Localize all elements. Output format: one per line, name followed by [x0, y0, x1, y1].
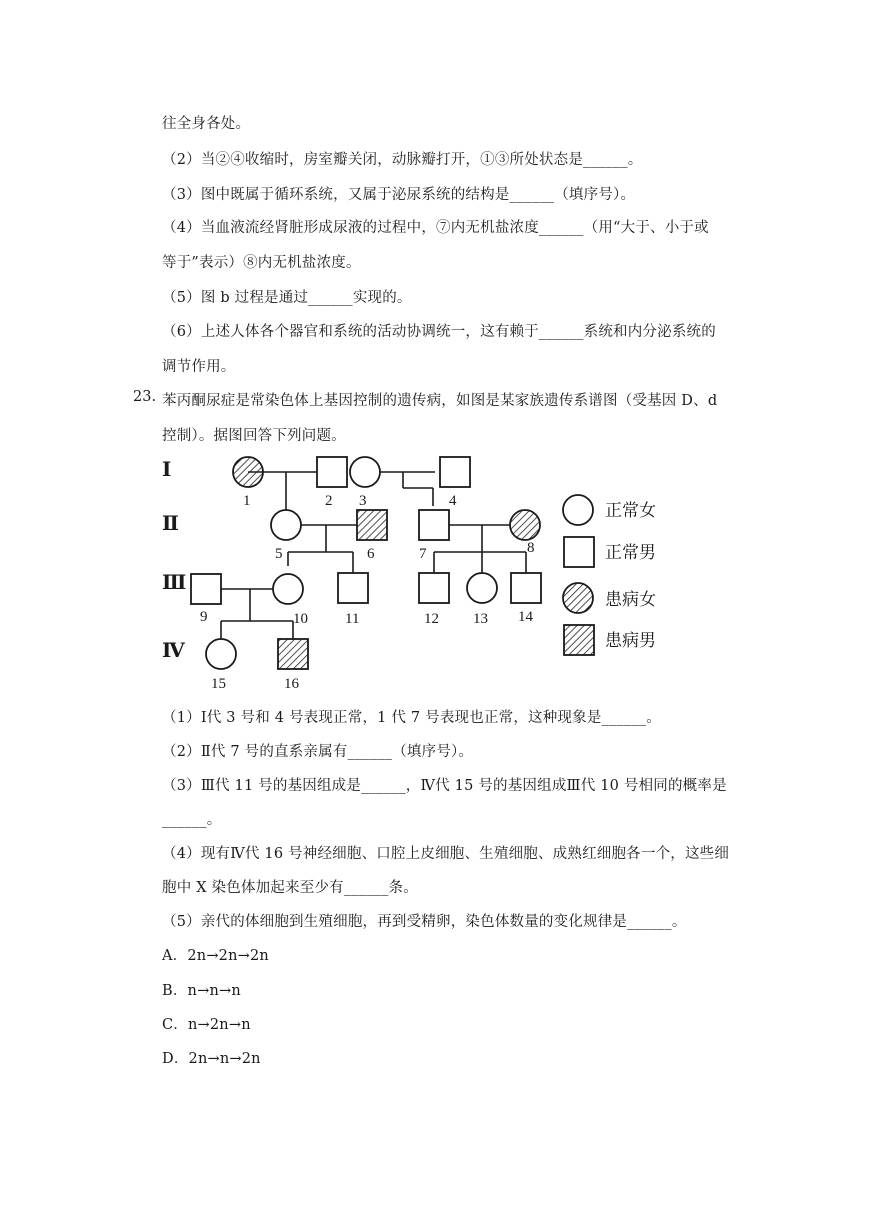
pedigree-diagram [160, 448, 680, 698]
legend-normal-male-symbol [564, 537, 594, 567]
sub-question: ______。 [162, 812, 222, 828]
sub-question: （1）Ⅰ代 3 号和 4 号表现正常，1 代 7 号表现也正常，这种现象是______。 [162, 710, 661, 726]
legend-normal-female-label: 正常女 [605, 501, 656, 520]
individual-2-normal-male [317, 457, 347, 487]
individual-number: 9 [200, 609, 208, 625]
individual-1-affected-female [233, 457, 263, 487]
option-c: C．n→2n→n [162, 1017, 251, 1033]
text-line: （2）当②④收缩时，房室瓣关闭，动脉瓣打开，①③所处状态是______。 [162, 152, 643, 168]
text-line: （4）当血液流经肾脏形成尿液的过程中，⑦内无机盐浓度______（用“大于、小于或 [162, 220, 709, 236]
question-stem: 苯丙酮尿症是常染色体上基因控制的遗传病，如图是某家族遗传系谱图（受基因 D、d [162, 393, 718, 409]
question-stem: 控制）。据图回答下列问题。 [162, 428, 346, 444]
individual-number: 5 [275, 546, 283, 562]
individual-number: 11 [345, 611, 360, 627]
individual-number: 3 [359, 493, 367, 509]
generation-label: Ⅲ [162, 572, 187, 594]
generation-label: Ⅱ [162, 513, 179, 535]
generation-label: Ⅳ [162, 640, 185, 662]
legend-normal-female-symbol [563, 495, 593, 525]
individual-number: 7 [419, 546, 427, 562]
individual-number: 14 [518, 609, 533, 625]
legend-normal-male-label: 正常男 [605, 543, 656, 562]
text-line: （5）图 b 过程是通过______实现的。 [162, 290, 412, 306]
option-b: B．n→n→n [162, 983, 241, 999]
individual-13-normal-female [467, 573, 497, 603]
individual-number: 2 [325, 493, 333, 509]
individual-9-normal-male [191, 574, 221, 604]
option-a: A．2n→2n→2n [162, 948, 269, 964]
generation-label: Ⅰ [162, 459, 172, 481]
sub-question: （2）Ⅱ代 7 号的直系亲属有______（填序号）。 [162, 744, 474, 760]
legend-affected-female-symbol [563, 583, 593, 613]
individual-number: 16 [284, 676, 299, 692]
text-line: 等于”表示）⑧内无机盐浓度。 [162, 255, 361, 271]
individual-number: 13 [473, 611, 488, 627]
sub-question: 胞中 X 染色体加起来至少有______条。 [162, 880, 418, 896]
individual-number: 10 [293, 611, 308, 627]
individual-10-normal-female [273, 574, 303, 604]
individual-number: 4 [449, 493, 457, 509]
sub-question: （5）亲代的体细胞到生殖细胞，再到受精卵，染色体数量的变化规律是______。 [162, 914, 687, 930]
sub-question: （3）Ⅲ代 11 号的基因组成是______，Ⅳ代 15 号的基因组成Ⅲ代 10 号相同的概率是 [162, 778, 727, 794]
individual-14-normal-male [511, 573, 541, 603]
text-line: （6）上述人体各个器官和系统的活动协调统一，这有赖于______系统和内分泌系统的 [162, 324, 716, 340]
question-number: 23. [133, 389, 157, 405]
text-line: 调节作用。 [162, 359, 236, 375]
individual-16-affected-male [278, 639, 308, 669]
legend-affected-male-symbol [564, 625, 594, 655]
individual-15-normal-female [206, 639, 236, 669]
legend-affected-male-label: 患病男 [605, 631, 656, 650]
individual-11-normal-male [338, 573, 368, 603]
individual-8-affected-female [510, 510, 540, 540]
individual-4-normal-male [440, 457, 470, 487]
individual-number: 8 [527, 540, 535, 556]
legend-affected-female-label: 患病女 [605, 590, 656, 609]
individual-number: 15 [211, 676, 226, 692]
individual-5-normal-female [271, 510, 301, 540]
individual-3-normal-female [350, 457, 380, 487]
individual-7-normal-male [419, 510, 449, 540]
individual-6-affected-male [357, 510, 387, 540]
option-d: D．2n→n→2n [162, 1051, 261, 1067]
individual-12-normal-male [419, 573, 449, 603]
text-line: 往全身各处。 [162, 116, 251, 132]
individual-number: 6 [367, 546, 375, 562]
individual-number: 1 [243, 493, 251, 509]
sub-question: （4）现有Ⅳ代 16 号神经细胞、口腔上皮细胞、生殖细胞、成熟红细胞各一个，这些细 [162, 846, 730, 862]
individual-number: 12 [424, 611, 439, 627]
text-line: （3）图中既属于循环系统，又属于泌尿系统的结构是______（填序号）。 [162, 187, 636, 203]
